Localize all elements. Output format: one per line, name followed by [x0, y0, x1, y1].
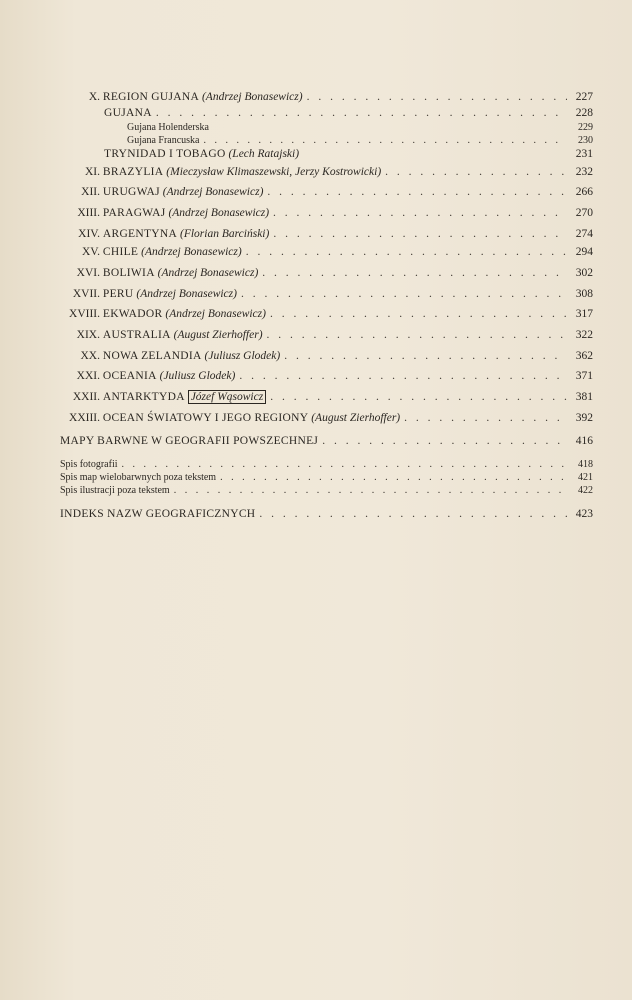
dot-leader: [284, 349, 567, 363]
page-number: 422: [578, 485, 593, 496]
chapter-title: REGION GUJANA: [102, 91, 200, 103]
dot-leader: [267, 328, 567, 342]
toc-entry: [58, 409, 593, 425]
dot-leader: [270, 390, 567, 404]
dot-leader: [174, 484, 567, 498]
page-number: 418: [578, 459, 593, 470]
subsection-title: Gujana Francuska: [127, 135, 200, 146]
page-number: 230: [578, 135, 593, 146]
chapter-number: XVII.: [72, 288, 100, 300]
chapter-number: X.: [88, 91, 100, 103]
dot-leader: [322, 434, 567, 448]
chapter-title: CHILE: [102, 246, 139, 258]
dot-leader: [259, 507, 567, 521]
chapter-title: OCEAN ŚWIATOWY I JEGO REGIONY: [102, 412, 309, 424]
toc-entry: [58, 388, 593, 404]
page-number: 308: [575, 288, 593, 300]
chapter-author: (Andrzej Bonasewicz): [136, 288, 237, 300]
chapter-number: XII.: [81, 186, 100, 198]
page-number: 274: [575, 228, 593, 240]
chapter-number: XIV.: [78, 228, 100, 240]
toc-entry: [58, 225, 593, 241]
dot-leader: [262, 266, 567, 280]
chapter-title: OCEANIA: [102, 370, 157, 382]
toc-entry: [58, 367, 593, 383]
dot-leader: [270, 307, 567, 321]
page-number: 227: [575, 91, 593, 103]
toc-entry: [58, 347, 593, 363]
section-author: (Lech Ratajski): [228, 148, 300, 160]
toc-entry: [58, 183, 593, 199]
chapter-title: ARGENTYNA: [102, 228, 178, 240]
chapter-number: XXI.: [76, 370, 100, 382]
chapter-title: NOWA ZELANDIA: [102, 350, 202, 362]
toc-entry: [58, 285, 593, 301]
page-number: 270: [575, 207, 593, 219]
page-number: 322: [575, 329, 593, 341]
dot-leader: [307, 90, 567, 104]
toc-entry: [60, 505, 593, 521]
chapter-number: XXII.: [72, 391, 100, 403]
list-title: Spis map wielobarwnych poza tekstem: [60, 472, 217, 483]
page-number: 416: [575, 435, 593, 447]
chapter-number: XX.: [80, 350, 100, 362]
toc-entry: [104, 145, 593, 161]
entry-label: [78, 90, 303, 104]
chapter-title: ANTARKTYDA: [102, 391, 185, 403]
dot-leader: [241, 287, 567, 301]
chapter-number: XVI.: [76, 267, 100, 279]
chapter-author: (Andrzej Bonasewicz): [168, 207, 270, 219]
dot-leader: [246, 245, 567, 259]
chapter-author: (August Zierhoffer): [311, 412, 401, 424]
chapter-author: (Andrzej Bonasewicz): [141, 246, 242, 258]
toc-entry: [58, 243, 593, 259]
chapter-author: (Juliusz Glodek): [159, 370, 236, 382]
toc-entry: [58, 264, 593, 280]
chapter-author: (Andrzej Bonasewicz): [165, 308, 266, 320]
page-number: 423: [575, 508, 593, 520]
chapter-number: XIII.: [77, 207, 100, 219]
chapter-title: BOLIWIA: [102, 267, 155, 279]
page-number: 229: [578, 122, 593, 133]
dot-leader: [273, 206, 567, 220]
toc-entry: [60, 482, 593, 498]
list-title: Spis ilustracji poza tekstem: [60, 485, 170, 496]
toc-entry: [58, 163, 593, 179]
toc-entry: [60, 432, 593, 448]
toc-entry: [104, 104, 593, 120]
list-title: Spis fotografii: [60, 459, 118, 470]
chapter-author: Józef Wąsowicz: [188, 390, 267, 404]
chapter-author: (Florian Barciński): [180, 228, 270, 240]
toc-entry: [78, 88, 593, 104]
chapter-author: (Andrzej Bonasewicz): [162, 186, 264, 198]
dot-leader: [273, 227, 567, 241]
section-title: TRYNIDAD I TOBAGO: [104, 148, 226, 160]
section-title: GUJANA: [104, 107, 152, 119]
dot-leader: [404, 411, 567, 425]
chapter-title: BRAZYLIA: [102, 166, 164, 178]
toc-entry: [58, 204, 593, 220]
chapter-title: AUSTRALIA: [102, 329, 171, 341]
section-title: MAPY BARWNE W GEOGRAFII POWSZECHNEJ: [60, 435, 319, 447]
chapter-number: XIX.: [76, 329, 100, 341]
page-number: 371: [575, 370, 593, 382]
page-number: 421: [578, 472, 593, 483]
page-number: 302: [575, 267, 593, 279]
chapter-title: URUGWAJ: [102, 186, 160, 198]
toc-entry: [58, 326, 593, 342]
section-title: INDEKS NAZW GEOGRAFICZNYCH: [60, 508, 256, 520]
chapter-author: (August Zierhoffer): [173, 329, 263, 341]
chapter-title: PARAGWAJ: [102, 207, 166, 219]
page-number: 317: [575, 308, 593, 320]
chapter-author: (Andrzej Bonasewicz): [157, 267, 259, 279]
dot-leader: [385, 165, 567, 179]
chapter-title: EKWADOR: [102, 308, 163, 320]
chapter-author: (Juliusz Glodek): [204, 350, 281, 362]
toc-entry: [58, 305, 593, 321]
chapter-number: XVIII.: [69, 308, 100, 320]
subsection-title: Gujana Holenderska: [127, 122, 209, 133]
page-number: 362: [575, 350, 593, 362]
dot-leader: [267, 185, 567, 199]
chapter-author: (Andrzej Bonasewicz): [201, 91, 303, 103]
page-number: 381: [575, 391, 593, 403]
chapter-number: XXIII.: [69, 412, 100, 424]
page-number: 228: [575, 107, 593, 119]
chapter-number: XV.: [81, 246, 100, 258]
chapter-number: XI.: [84, 166, 100, 178]
page-number: 392: [575, 412, 593, 424]
page-number: 266: [575, 186, 593, 198]
page-number: 231: [575, 148, 593, 160]
chapter-title: PERU: [102, 288, 134, 300]
chapter-author: (Mieczysław Klimaszewski, Jerzy Kostrowicki): [166, 166, 382, 178]
page-number: 232: [575, 166, 593, 178]
dot-leader: [156, 106, 567, 120]
dot-leader: [239, 369, 567, 383]
page-number: 294: [575, 246, 593, 258]
